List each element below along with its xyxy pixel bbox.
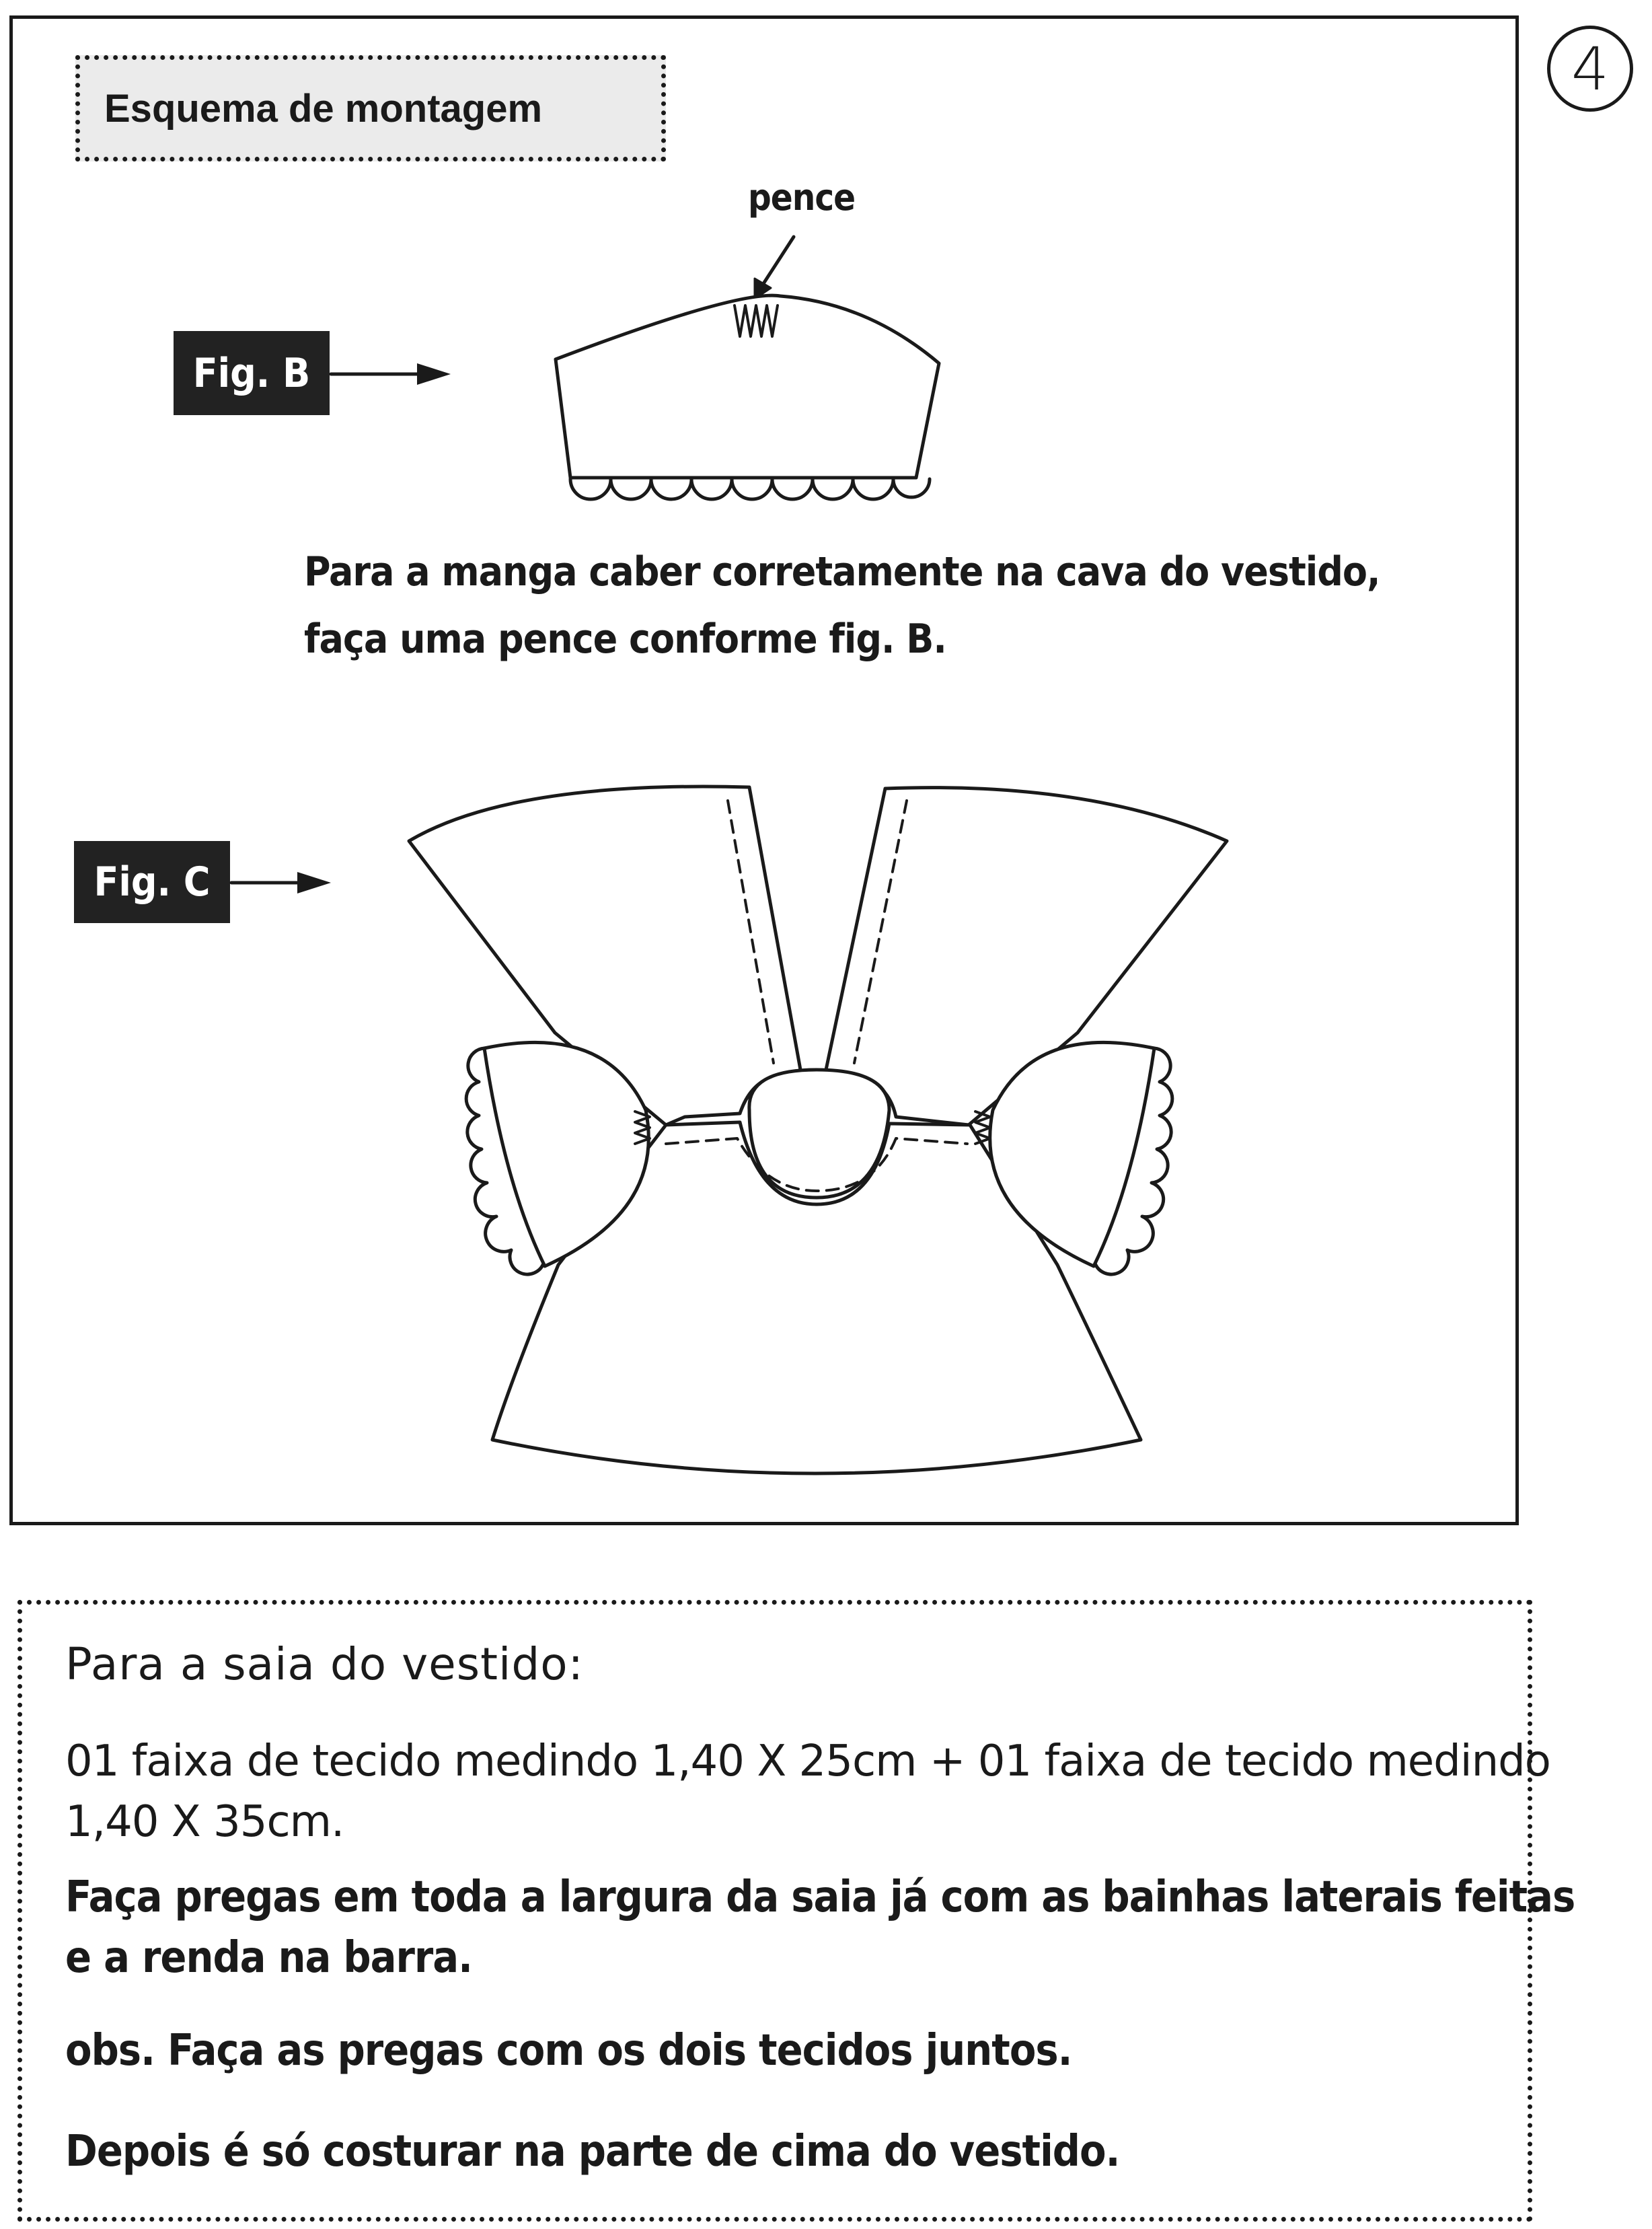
page-title: Esquema de montagem bbox=[104, 86, 543, 131]
fig-c-arrow bbox=[231, 872, 331, 893]
skirt-line-1: 01 faixa de tecido medindo 1,40 X 25cm + 01 faixa de tecido medindo bbox=[65, 1737, 1550, 1786]
skirt-title: Para a saia do vestido: bbox=[65, 1638, 584, 1690]
fig-c-label: Fig. C bbox=[74, 841, 230, 923]
skirt-line-2: 1,40 X 35cm. bbox=[65, 1797, 344, 1847]
skirt-line-3: Faça pregas em toda a largura da saia já com as bainhas laterais feitas bbox=[65, 1872, 1575, 1922]
page-number-text: 4 bbox=[1571, 34, 1609, 104]
fig-b-label: Fig. B bbox=[174, 331, 330, 415]
skirt-line-6: Depois é só costurar na parte de cima do vestido. bbox=[65, 2127, 1120, 2177]
fig-b-arrow bbox=[331, 363, 451, 385]
instruction-line-2: faça uma pence conforme fig. B. bbox=[304, 616, 946, 663]
pence-label: pence bbox=[748, 176, 856, 219]
skirt-instructions-box bbox=[17, 1600, 1575, 2222]
fig-c-bodice bbox=[409, 787, 1227, 1473]
skirt-line-4: e a renda na barra. bbox=[65, 1933, 472, 1983]
fig-b-sleeve bbox=[556, 295, 939, 499]
pence-arrow bbox=[755, 237, 794, 299]
skirt-line-5: obs. Faça as pregas com os dois tecidos juntos. bbox=[65, 2026, 1072, 2076]
instruction-line-1: Para a manga caber corretamente na cava do vestido, bbox=[304, 548, 1380, 595]
